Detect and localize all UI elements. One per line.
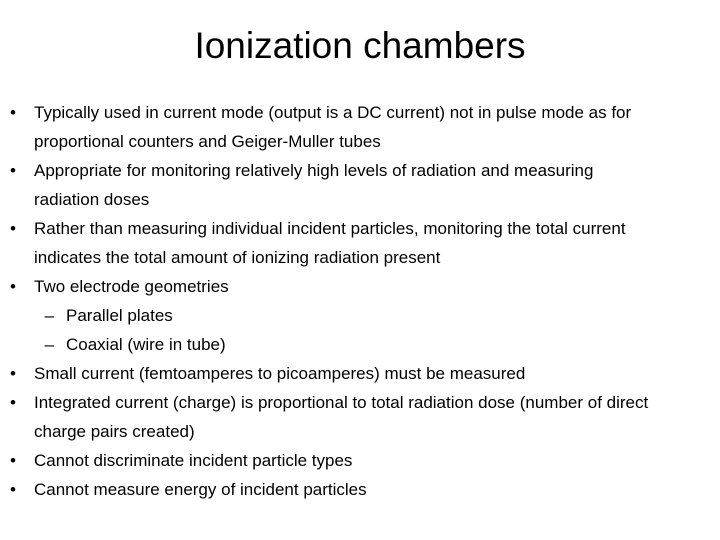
sub-bullet-marker: – [44, 335, 54, 354]
bullet-line: Typically used in current mode (output is a DC current) not in pulse mode as for [34, 103, 632, 122]
bullet-marker: • [10, 277, 16, 296]
bullet-item [10, 98, 718, 156]
bullet-line: indicates the total amount of ionizing radiation present [34, 248, 441, 267]
bullet-line: Small current (femtoamperes to picoamperes) must be measured [34, 364, 526, 383]
bullet-marker: • [10, 103, 16, 122]
sub-bullet-line: Coaxial (wire in tube) [66, 335, 226, 354]
bullet-item [10, 156, 718, 214]
bullet-item [10, 359, 718, 388]
sub-bullet-marker: – [44, 306, 54, 325]
sub-bullet-item [34, 330, 718, 359]
bullet-line: Integrated current (charge) is proportional to total radiation dose (number of direct [34, 393, 649, 412]
bullet-item [10, 388, 718, 446]
bullet-line: radiation doses [34, 190, 150, 209]
bullet-line: charge pairs created) [34, 422, 195, 441]
bullet-marker: • [10, 364, 16, 383]
slide-title: Ionization chambers [194, 25, 526, 66]
bullet-marker: • [10, 393, 16, 412]
bullet-marker: • [10, 451, 16, 470]
sub-bullet-list [34, 301, 718, 359]
bullet-item [10, 446, 718, 475]
sub-bullet-item [34, 301, 718, 330]
bullet-marker: • [10, 219, 16, 238]
bullet-item [10, 475, 718, 504]
bullet-item [10, 272, 718, 359]
bullet-line: Two electrode geometries [34, 277, 229, 296]
bullet-line: Cannot discriminate incident particle types [34, 451, 353, 470]
bullet-item [10, 214, 718, 272]
bullet-line: Appropriate for monitoring relatively high levels of radiation and measuring [34, 161, 594, 180]
bullet-marker: • [10, 161, 16, 180]
bullet-line: Cannot measure energy of incident particles [34, 480, 367, 499]
bullet-line: proportional counters and Geiger-Muller tubes [34, 132, 381, 151]
bullet-marker: • [10, 480, 16, 499]
sub-bullet-line: Parallel plates [66, 306, 173, 325]
bullet-line: Rather than measuring individual incident particles, monitoring the total current [34, 219, 626, 238]
bullet-list [10, 98, 718, 504]
